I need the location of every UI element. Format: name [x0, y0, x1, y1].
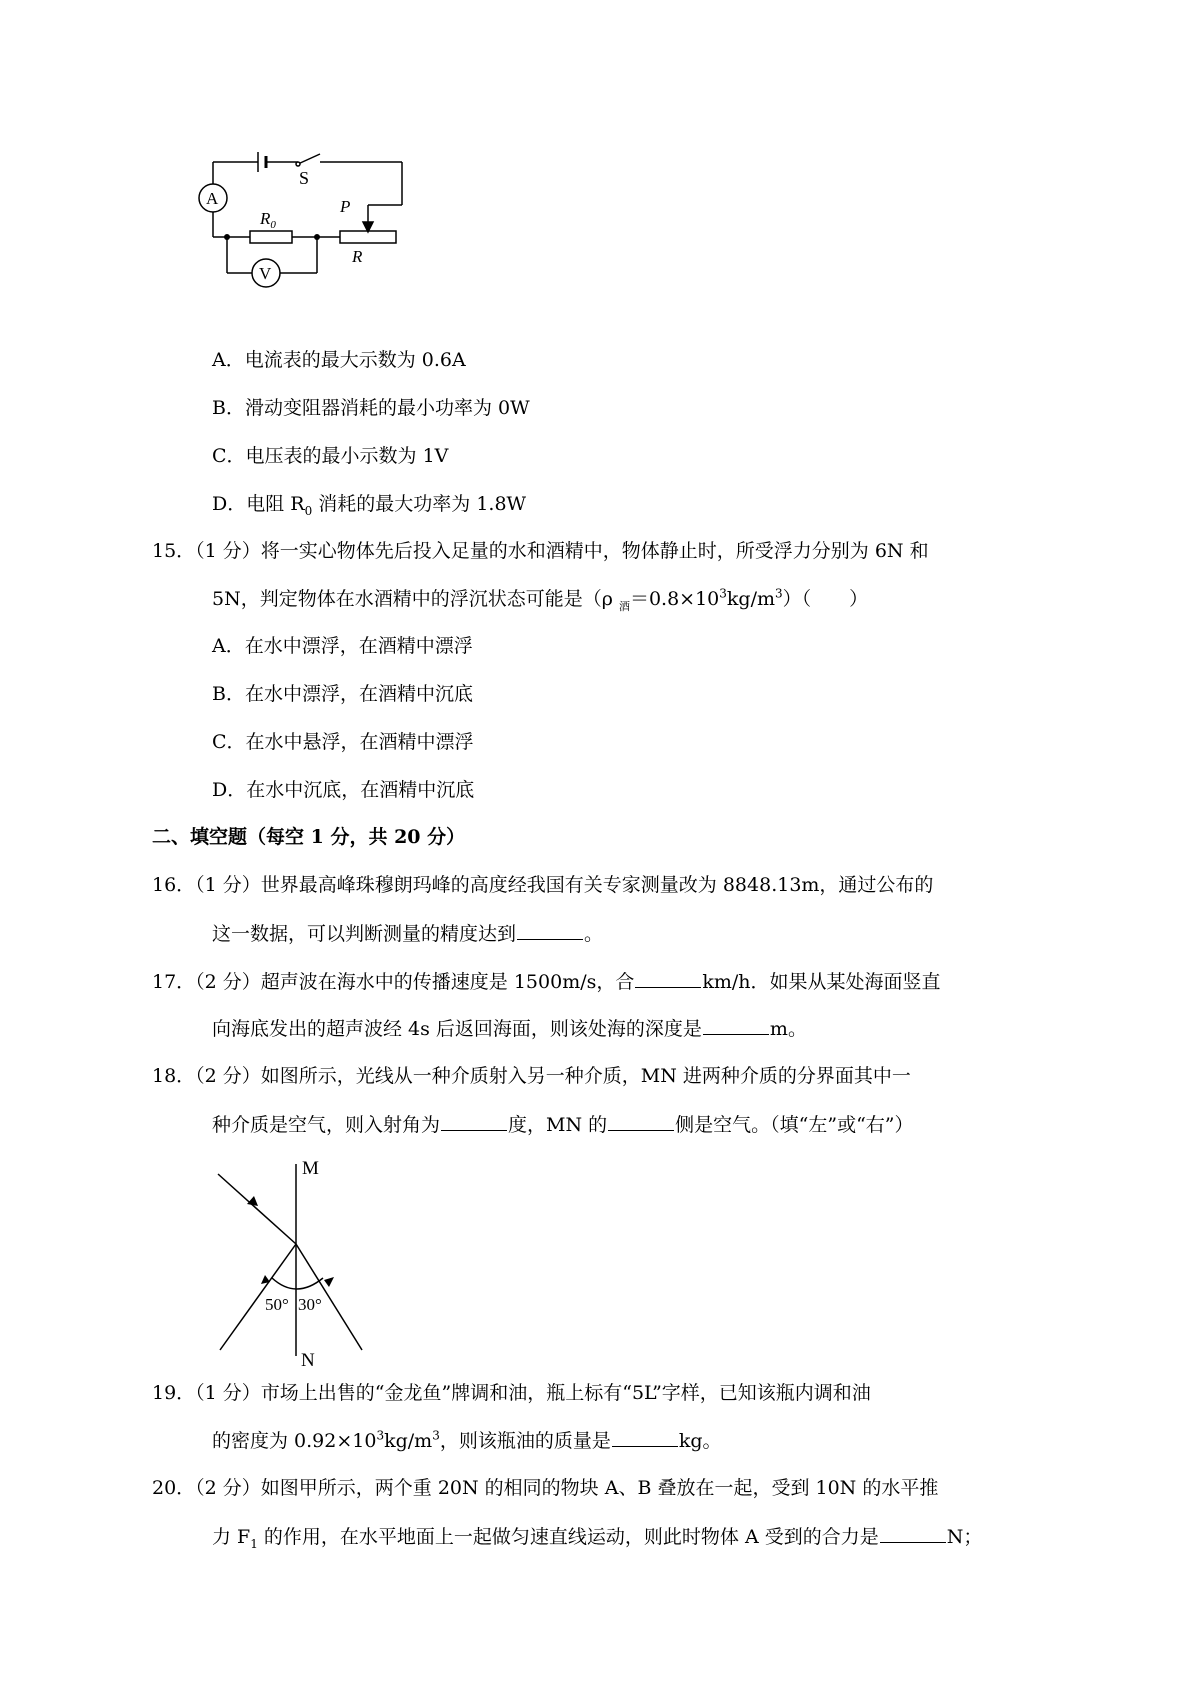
q20-stem-line2: 力 $F_1$ 的作用，在水平地面上一起做匀速直线运动，则此时物体 A 受到的合力是 N； — [212, 1523, 982, 1550]
label-n: N — [301, 1350, 315, 1370]
ammeter-label: A — [206, 189, 219, 208]
q14-option-d: D．电阻 $R_0$ 消耗的最大功率为 1.8W — [212, 493, 527, 518]
q14-option-b: B．滑动变阻器消耗的最小功率为 0W — [212, 397, 530, 419]
q15-option-d: D．在水中沉底，在酒精中沉底 — [212, 779, 475, 801]
q15-stem-line1: 15．（1 分）将一实心物体先后投入足量的水和酒精中，物体静止时，所受浮力分别为 6N 和 — [152, 540, 929, 562]
q18-stem-line1: 18．（2 分）如图所示，光线从一种介质射入另一种介质，MN 进两种介质的分界面其中一 — [152, 1065, 911, 1087]
answer-blank — [635, 968, 701, 988]
section-heading: 二、填空题（每空 1 分，共 20 分） — [152, 826, 466, 848]
q18-stem-line2: 种介质是空气，则入射角为 度，MN 的 侧是空气。（填“左”或“右”） — [212, 1111, 914, 1138]
q14-option-a: A．电流表的最大示数为 0.6A — [212, 349, 466, 371]
q15-option-c: C．在水中悬浮，在酒精中漂浮 — [212, 731, 474, 753]
q19-stem-line1: 19．（1 分）市场上出售的“金龙鱼”牌调和油，瓶上标有“5L”字样，已知该瓶内调和油 — [152, 1382, 871, 1404]
q15-stem-line2: 5N，判定物体在水酒精中的浮沉状态可能是（ρ $_酒=0.8\times 10^3kg/m^3$）（ ） — [212, 586, 869, 613]
switch-label: S — [299, 168, 310, 188]
refraction-diagram — [210, 1150, 370, 1370]
q17-stem-line2: 向海底发出的超声波经 4s 后返回海面，则该处海的深度是 m。 — [212, 1015, 807, 1042]
rheostat-r-label: R — [352, 247, 363, 266]
voltmeter-label: V — [259, 264, 272, 283]
resistor-r0-label: $R_0$ — [260, 209, 276, 231]
answer-blank — [608, 1111, 674, 1131]
angle-label-right: 30° — [298, 1295, 322, 1314]
q17-stem-line1: 17．（2 分）超声波在海水中的传播速度是 1500m/s，合 km/h．如果从某处海面竖直 — [152, 968, 941, 995]
answer-blank — [517, 920, 583, 940]
answer-blank — [612, 1427, 678, 1447]
answer-blank — [703, 1015, 769, 1035]
answer-blank — [880, 1523, 946, 1543]
q15-option-a: A．在水中漂浮，在酒精中漂浮 — [212, 635, 473, 657]
answer-blank — [441, 1111, 507, 1131]
label-m: M — [302, 1158, 319, 1179]
q16-stem-line2: 这一数据，可以判断测量的精度达到 。 — [212, 920, 603, 947]
angle-label-left: 50° — [265, 1295, 289, 1314]
q20-stem-line1: 20．（2 分）如图甲所示，两个重 20N 的相同的物块 A、B 叠放在一起，受到 10N 的水平推 — [152, 1477, 939, 1499]
q19-stem-line2: 的密度为 $0.92\times 10^3kg/m^3$，则该瓶油的质量是 kg。 — [212, 1428, 722, 1452]
q14-option-c: C．电压表的最小示数为 1V — [212, 445, 449, 467]
q15-option-b: B．在水中漂浮，在酒精中沉底 — [212, 683, 473, 705]
circuit-diagram — [190, 150, 450, 300]
q16-stem-line1: 16．（1 分）世界最高峰珠穆朗玛峰的高度经我国有关专家测量改为 8848.13m，通过公布的 — [152, 874, 934, 896]
slider-p-label: P — [340, 197, 351, 216]
